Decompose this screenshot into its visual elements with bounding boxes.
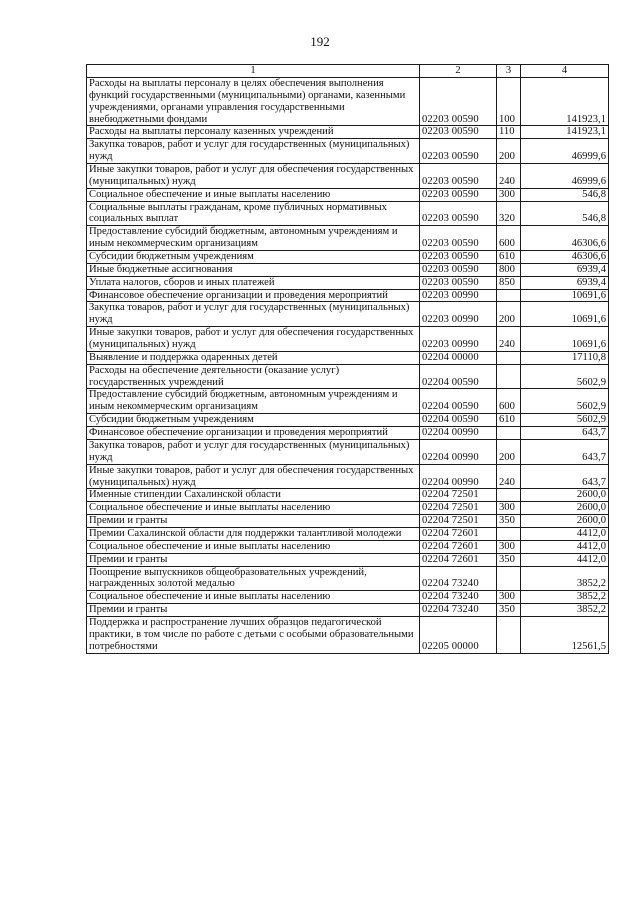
column-header-code: 2 [420,65,497,78]
row-code-cell: 02203 00590 [420,201,497,226]
row-amount-cell: 12561,5 [521,616,609,653]
table-row [87,464,609,489]
row-name-cell: Расходы на выплаты персоналу в целях обеспечения выполнения функций государственными (муниципальными) органами, казенными учреждениями, органами управления государственными внебюджетными фондами [87,78,420,126]
row-type-cell [497,616,521,653]
row-code-cell: 02204 00000 [420,351,497,364]
row-amount-cell: 17110,8 [521,351,609,364]
row-code-cell: 02203 00590 [420,164,497,189]
row-code-cell: 02205 00000 [420,616,497,653]
row-amount-cell: 643,7 [521,439,609,464]
row-amount-cell: 141923,1 [521,78,609,126]
row-type-cell: 320 [497,201,521,226]
row-amount-cell: 10691,6 [521,302,609,327]
row-name-cell: Премии Сахалинской области для поддержки талантливой молодежи [87,527,420,540]
row-name-cell: Социальное обеспечение и иные выплаты населению [87,591,420,604]
table-row [87,126,609,139]
row-name-cell: Социальные выплаты гражданам, кроме публичных нормативных социальных выплат [87,201,420,226]
table-row [87,276,609,289]
row-amount-cell: 4412,0 [521,540,609,553]
table-row [87,289,609,302]
table-row [87,351,609,364]
row-code-cell: 02204 72501 [420,489,497,502]
row-amount-cell: 10691,6 [521,289,609,302]
row-amount-cell: 4412,0 [521,553,609,566]
table-row [87,427,609,440]
table-row [87,226,609,251]
row-code-cell: 02204 00590 [420,389,497,414]
table-row [87,502,609,515]
table-row [87,566,609,591]
row-type-cell: 600 [497,226,521,251]
table-row [87,327,609,352]
row-amount-cell: 4412,0 [521,527,609,540]
row-name-cell: Выявление и поддержка одаренных детей [87,351,420,364]
row-type-cell: 300 [497,188,521,201]
row-type-cell: 110 [497,126,521,139]
table-row [87,439,609,464]
row-code-cell: 02204 73240 [420,566,497,591]
row-type-cell: 240 [497,327,521,352]
row-name-cell: Субсидии бюджетным учреждениям [87,251,420,264]
table-row [87,414,609,427]
table-row [87,389,609,414]
row-amount-cell: 5602,9 [521,389,609,414]
row-name-cell: Иные бюджетные ассигнования [87,263,420,276]
row-name-cell: Социальное обеспечение и иные выплаты населению [87,540,420,553]
table-row [87,78,609,126]
row-amount-cell: 2600,0 [521,489,609,502]
row-type-cell [497,364,521,389]
row-name-cell: Расходы на обеспечение деятельности (оказание услуг) государственных учреждений [87,364,420,389]
table-row [87,188,609,201]
row-name-cell: Премии и гранты [87,604,420,617]
row-type-cell [497,566,521,591]
row-name-cell: Поощрение выпускников общеобразовательных учреждений, награжденных золотой медалью [87,566,420,591]
table-row [87,263,609,276]
row-code-cell: 02204 00990 [420,464,497,489]
row-code-cell: 02203 00990 [420,302,497,327]
row-amount-cell: 3852,2 [521,591,609,604]
row-code-cell: 02203 00990 [420,289,497,302]
row-type-cell [497,527,521,540]
row-name-cell: Субсидии бюджетным учреждениям [87,414,420,427]
row-code-cell: 02204 73240 [420,604,497,617]
row-type-cell: 200 [497,302,521,327]
row-type-cell: 300 [497,540,521,553]
row-amount-cell: 5602,9 [521,364,609,389]
row-name-cell: Социальное обеспечение и иные выплаты населению [87,502,420,515]
row-name-cell: Уплата налогов, сборов и иных платежей [87,276,420,289]
row-amount-cell: 46999,6 [521,139,609,164]
budget-table [86,64,609,654]
row-amount-cell: 6939,4 [521,263,609,276]
table-row [87,527,609,540]
row-amount-cell: 3852,2 [521,604,609,617]
row-name-cell: Премии и гранты [87,553,420,566]
row-type-cell: 350 [497,553,521,566]
row-amount-cell: 46999,6 [521,164,609,189]
row-name-cell: Финансовое обеспечение организации и проведения мероприятий [87,289,420,302]
row-code-cell: 02203 00590 [420,226,497,251]
row-type-cell: 100 [497,78,521,126]
row-amount-cell: 546,8 [521,188,609,201]
table-header-row [87,65,609,78]
row-name-cell: Иные закупки товаров, работ и услуг для обеспечения государственных (муниципальных) нужд [87,164,420,189]
table-row [87,540,609,553]
table-row [87,616,609,653]
row-name-cell: Предоставление субсидий бюджетным, автономным учреждениям и иным некоммерческим организациям [87,389,420,414]
column-header-name: 1 [87,65,420,78]
table-row [87,604,609,617]
row-type-cell: 200 [497,139,521,164]
row-amount-cell: 643,7 [521,427,609,440]
row-type-cell: 240 [497,164,521,189]
row-name-cell: Расходы на выплаты персоналу казенных учреждений [87,126,420,139]
row-code-cell: 02203 00590 [420,188,497,201]
row-code-cell: 02204 72601 [420,527,497,540]
row-type-cell: 350 [497,604,521,617]
row-code-cell: 02203 00590 [420,276,497,289]
row-code-cell: 02204 72501 [420,502,497,515]
row-type-cell: 300 [497,591,521,604]
row-code-cell: 02204 00590 [420,414,497,427]
row-amount-cell: 6939,4 [521,276,609,289]
row-code-cell: 02203 00590 [420,139,497,164]
row-type-cell: 350 [497,515,521,528]
row-code-cell: 02204 00590 [420,364,497,389]
row-name-cell: Закупка товаров, работ и услуг для государственных (муниципальных) нужд [87,302,420,327]
row-type-cell [497,427,521,440]
table-row [87,364,609,389]
row-amount-cell: 46306,6 [521,251,609,264]
row-code-cell: 02204 00990 [420,427,497,440]
table-row [87,553,609,566]
table-row [87,139,609,164]
row-name-cell: Иные закупки товаров, работ и услуг для обеспечения государственных (муниципальных) нужд [87,464,420,489]
row-type-cell: 600 [497,389,521,414]
row-type-cell [497,489,521,502]
row-amount-cell: 10691,6 [521,327,609,352]
row-type-cell: 240 [497,464,521,489]
row-amount-cell: 141923,1 [521,126,609,139]
row-code-cell: 02204 72601 [420,540,497,553]
row-amount-cell: 5602,9 [521,414,609,427]
column-header-amount: 4 [521,65,609,78]
table-row [87,591,609,604]
row-name-cell: Именные стипендии Сахалинской области [87,489,420,502]
row-code-cell: 02203 00990 [420,327,497,352]
row-type-cell: 200 [497,439,521,464]
row-type-cell: 800 [497,263,521,276]
row-amount-cell: 2600,0 [521,515,609,528]
row-amount-cell: 2600,0 [521,502,609,515]
row-name-cell: Закупка товаров, работ и услуг для государственных (муниципальных) нужд [87,439,420,464]
column-header-type: 3 [497,65,521,78]
table-row [87,515,609,528]
row-type-cell: 300 [497,502,521,515]
row-amount-cell: 3852,2 [521,566,609,591]
row-code-cell: 02203 00590 [420,126,497,139]
row-amount-cell: 46306,6 [521,226,609,251]
table-row [87,164,609,189]
row-code-cell: 02203 00590 [420,251,497,264]
table-row [87,251,609,264]
row-name-cell: Иные закупки товаров, работ и услуг для обеспечения государственных (муниципальных) нужд [87,327,420,352]
page-number: 192 [310,34,330,49]
row-code-cell: 02203 00590 [420,263,497,276]
row-type-cell: 610 [497,251,521,264]
row-code-cell: 02204 00990 [420,439,497,464]
row-name-cell: Социальное обеспечение и иные выплаты населению [87,188,420,201]
row-type-cell [497,351,521,364]
row-name-cell: Закупка товаров, работ и услуг для государственных (муниципальных) нужд [87,139,420,164]
row-amount-cell: 546,8 [521,201,609,226]
budget-table-body [87,65,609,654]
row-code-cell: 02203 00590 [420,78,497,126]
row-name-cell: Премии и гранты [87,515,420,528]
row-type-cell: 610 [497,414,521,427]
row-name-cell: Финансовое обеспечение организации и проведения мероприятий [87,427,420,440]
row-name-cell: Поддержка и распространение лучших образцов педагогической практики, в том числе по работе с детьми с особыми образовательными потребностями [87,616,420,653]
row-amount-cell: 643,7 [521,464,609,489]
table-row [87,302,609,327]
row-type-cell: 850 [497,276,521,289]
table-row [87,489,609,502]
row-name-cell: Предоставление субсидий бюджетным, автономным учреждениям и иным некоммерческим организациям [87,226,420,251]
row-code-cell: 02204 72601 [420,553,497,566]
row-code-cell: 02204 72501 [420,515,497,528]
table-row [87,201,609,226]
row-code-cell: 02204 73240 [420,591,497,604]
row-type-cell [497,289,521,302]
